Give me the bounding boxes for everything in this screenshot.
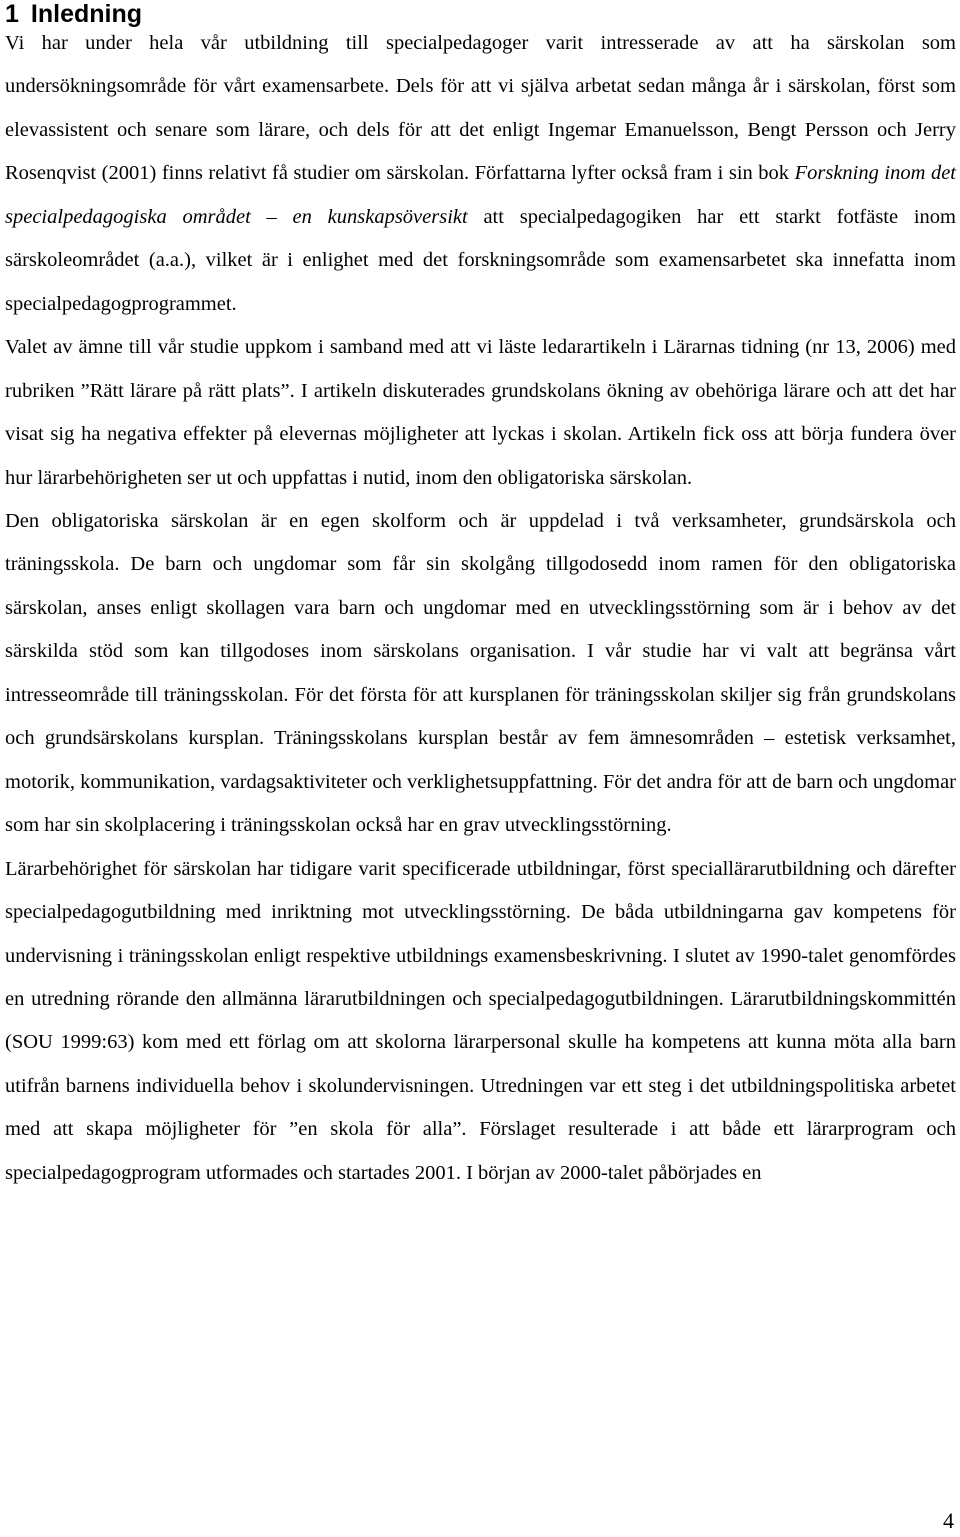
- chapter-title: Inledning: [30, 0, 143, 28]
- paragraph-4: Lärarbehörighet för särskolan har tidigare varit specificerade utbildningar, först speciallärarutbildning och därefter specialpedagogutbildning med inriktning mot utvecklingsstörning. De båda utbildningarna gav kompetens för undervisning i träningsskolan enligt respektive utbildnings examensbeskrivning. I slutet av 1990-talet genomfördes en utredning rörande den allmänna lärarutbildningen och specialpedagogutbildningen. Lärarutbildningskommittén (SOU 1999:63) kom med ett förlag om att skolorna lärarpersonal skulle ha kompetens att kunna möta alla barn utifrån barnens individuella behov i skolundervisningen. Utredningen var ett steg i det utbildningspolitiska arbetet med att skapa möjligheter för ”en skola för alla”. Förslaget resulterade i att både ett lärarprogram och specialpedagogprogram utformades och startades 2001. I början av 2000-talet påbörjades en: [5, 857, 956, 1184]
- paragraph-1-text-after: att specialpedagogiken har ett starkt fotfäste inom särskoleområdet (a.a.), vilket är i enlighet med det forskningsområde som examensarbetet ska innefatta inom specialpedagogprogrammet.: [5, 205, 956, 315]
- paragraph-3: Den obligatoriska särskolan är en egen skolform och är uppdelad i två verksamheter, grundsärskola och träningsskola. De barn och ungdomar som får sin skolgång tillgodosedd inom ramen för den obligatoriska särskolan, anses enligt skollagen vara barn och ungdomar med en utvecklingsstörning som är i behov av det särskilda stöd som kan tillgodoses inom särskolans organisation. I vår studie har vi valt att begränsa vårt intresseområde till träningsskolan. För det första för att kursplanen för träningsskolan skiljer sig från grundskolans och grundsärskolans kursplan. Träningsskolans kursplan består av fem ämnesområden – estetisk verksamhet, motorik, kommunikation, vardagsaktiviteter och verklighetsuppfattning. För det andra för att de barn och ungdomar som har sin skolplacering i träningsskolan också har en grav utvecklingsstörning.: [5, 509, 956, 837]
- page-number: 4: [943, 1508, 954, 1533]
- book-title: Forskning inom det specialpedagogiska området – en kunskapsöversikt: [5, 162, 956, 228]
- paragraph-1-text-before: Vi har under hela vår utbildning till specialpedagoger varit intresserade av att ha särskolan som undersökningsområde för vårt examensarbete. Dels för att vi själva arbetat sedan många år i särskolan, först som elevassistent och senare som lärare, och dels för att det enligt Ingemar Emanuelsson, Bengt Persson och Jerry Rosenqvist (2001) finns relativt få studier om särskolan. Författarna lyfter också fram i sin bok: [5, 32, 956, 185]
- chapter-number: 1: [5, 0, 19, 28]
- paragraph-2: Valet av ämne till vår studie uppkom i samband med att vi läste ledarartikeln i Lärarnas tidning (nr 13, 2006) med rubriken ”Rätt lärare på rätt plats”. I artikeln diskuterades grundskolans ökning av obehöriga lärare och att det har visat sig ha negativa effekter på elevernas möjligheter att lyckas i skolan. Artikeln fick oss att börja fundera över hur lärarbehörigheten ser ut och uppfattas i nutid, inom den obligatoriska särskolan.: [5, 336, 956, 489]
- paragraph-1: [5, 22, 956, 326]
- document-page: [5, 0, 956, 1195]
